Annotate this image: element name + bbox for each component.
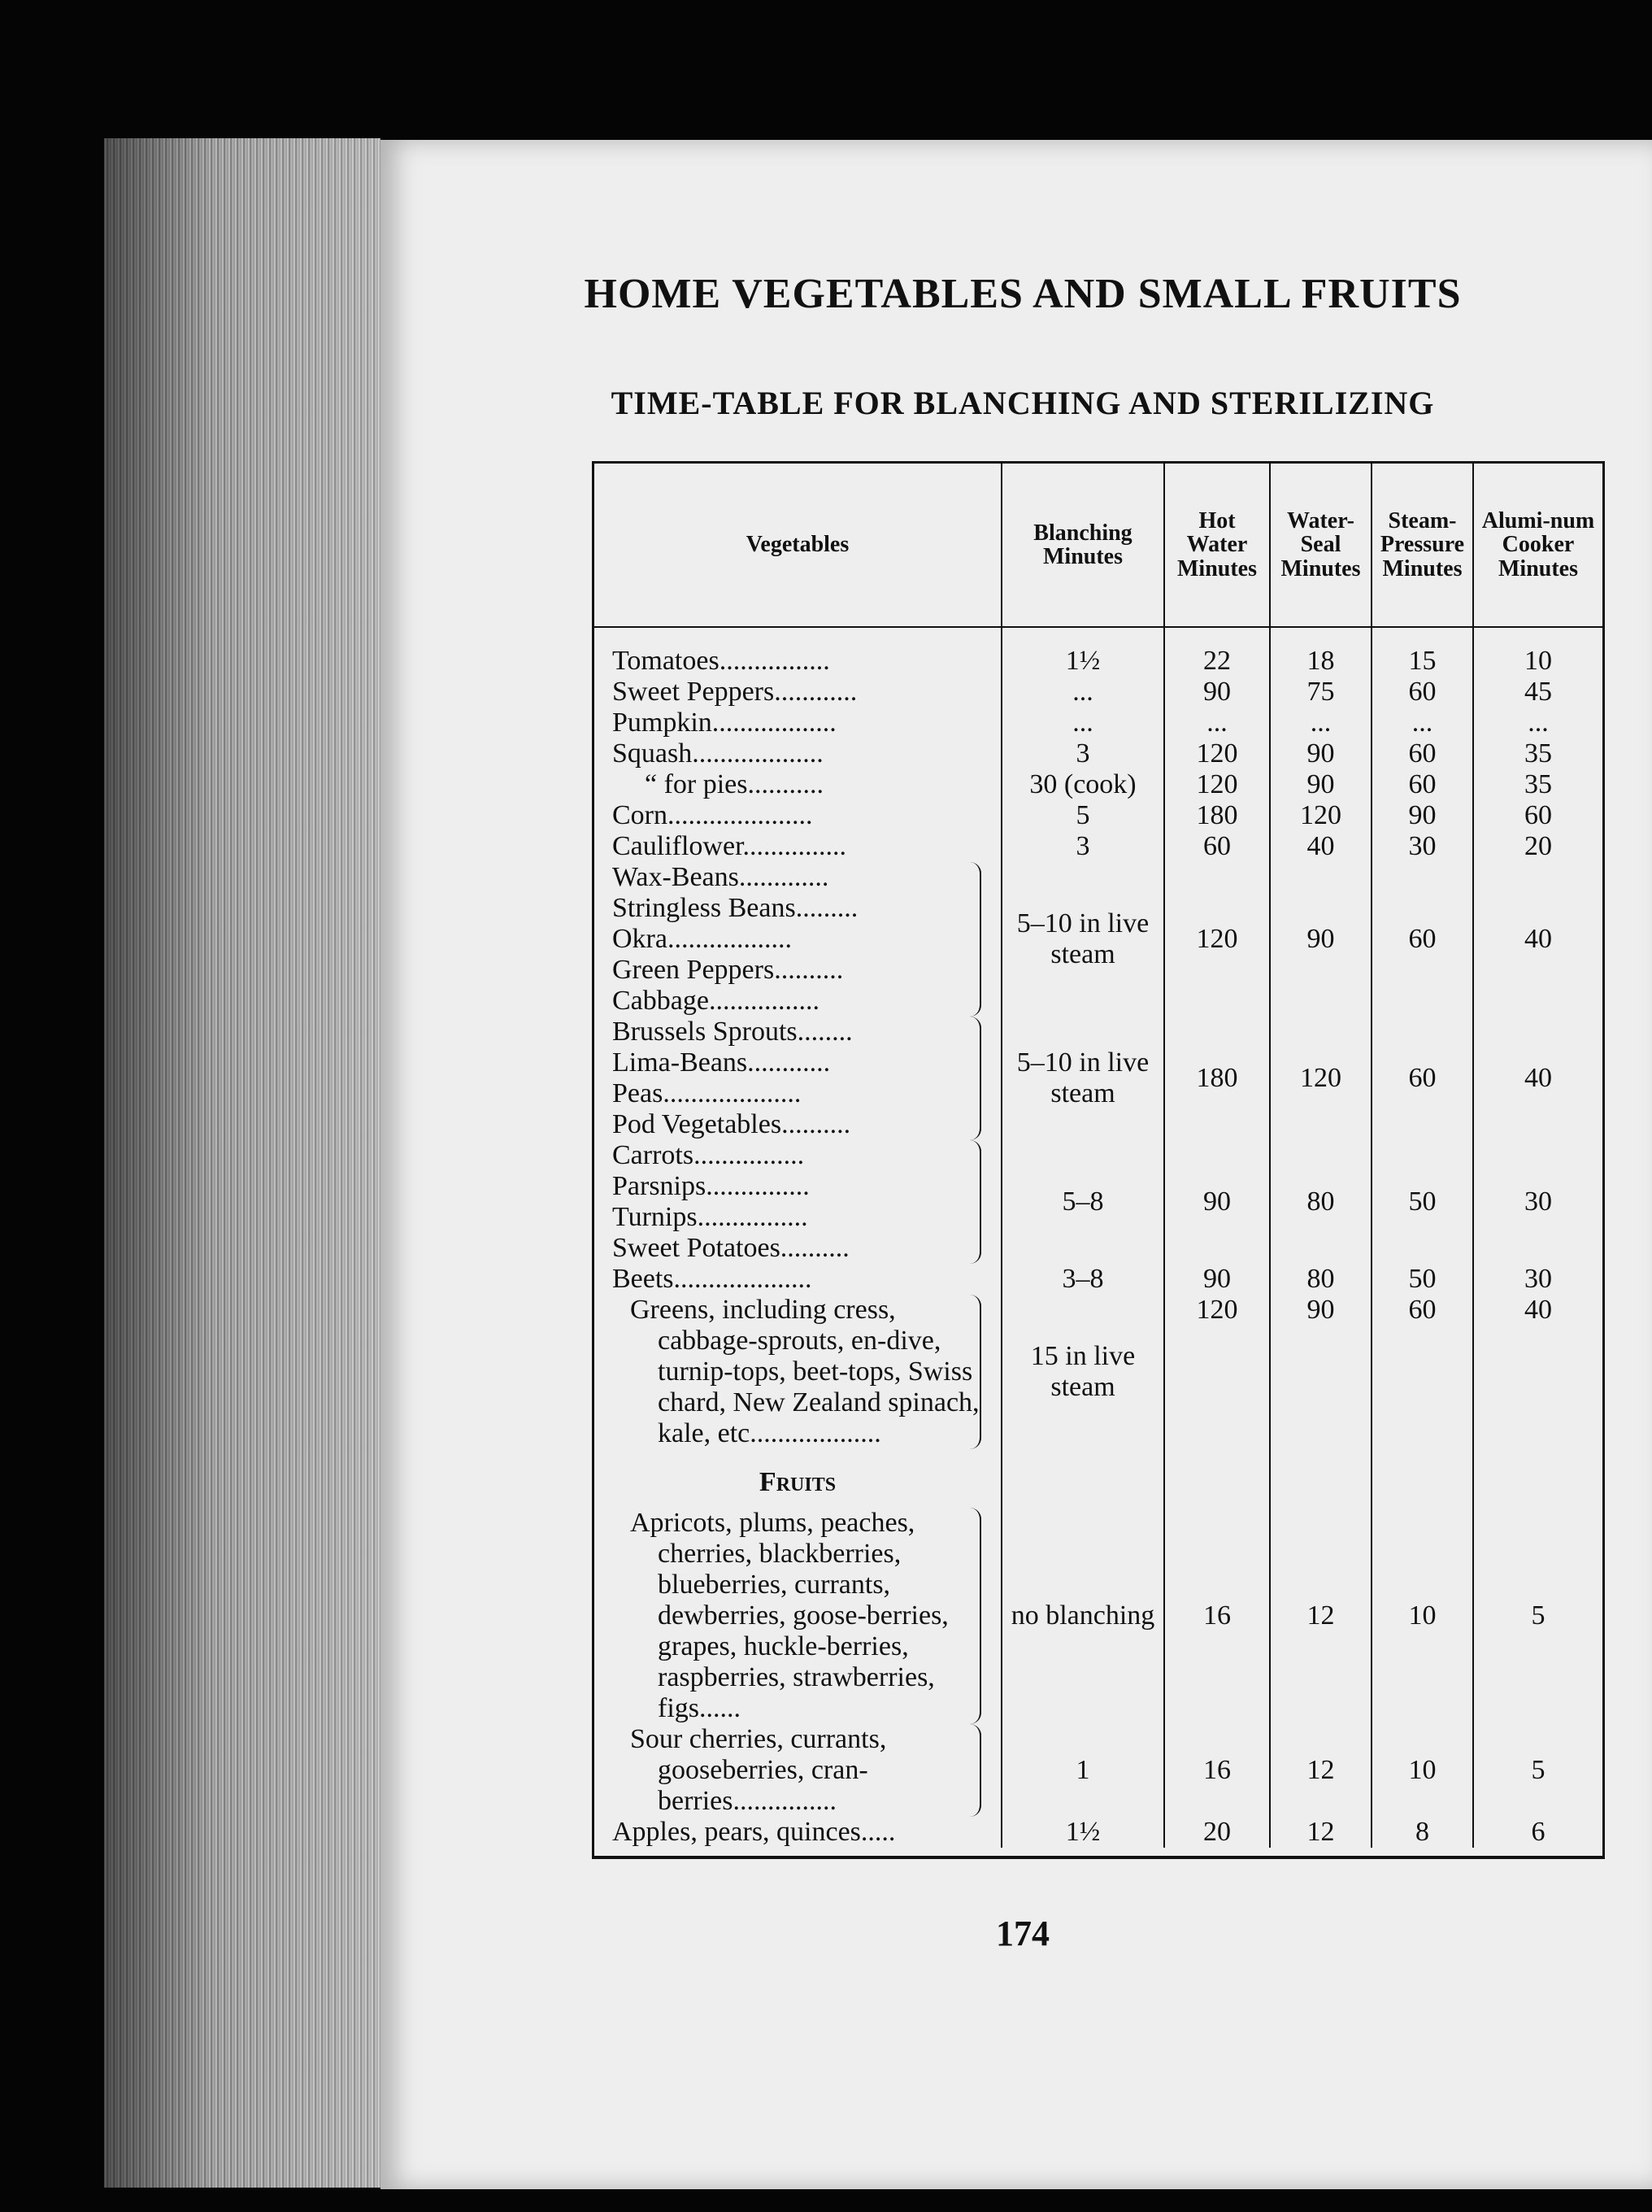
blanch-value: 15 in live steam — [1001, 1295, 1163, 1449]
aluminum-value: 6 — [1472, 1817, 1602, 1848]
header-vegetables: Vegetables — [746, 532, 850, 558]
header-blanching: Blanching Minutes — [1001, 464, 1163, 626]
table-row-group — [594, 1017, 1602, 1140]
water-seal-value: 12 — [1269, 1724, 1371, 1817]
group-names — [594, 1724, 1001, 1817]
book-page-edges — [104, 138, 380, 2188]
aluminum-value: 40 — [1472, 1295, 1602, 1449]
hot-water-value: 180 — [1163, 800, 1269, 831]
water-seal-value: 90 — [1269, 769, 1371, 800]
water-seal-value: 80 — [1269, 1264, 1371, 1295]
aluminum-value: 40 — [1472, 862, 1602, 1017]
water-seal-value: 18 — [1269, 646, 1371, 677]
aluminum-value: 45 — [1472, 677, 1602, 708]
row-name: Carrots................ — [612, 1140, 805, 1170]
steam-pressure-value: 60 — [1371, 769, 1472, 800]
steam-pressure-value: 50 — [1371, 1140, 1472, 1264]
row-name: Cabbage................ — [612, 986, 819, 1016]
brace — [612, 1017, 981, 1140]
blanch-value: 3 — [1001, 738, 1163, 769]
hot-water-value: 120 — [1163, 738, 1269, 769]
hot-water-value: 120 — [1163, 1295, 1269, 1449]
hot-water-value: ... — [1163, 708, 1269, 738]
row-name: Sweet Peppers............ — [612, 677, 858, 707]
book-page — [380, 140, 1652, 2189]
table-row-group — [594, 862, 1602, 1017]
hot-water-value: 22 — [1163, 646, 1269, 677]
water-seal-value: 90 — [1269, 862, 1371, 1017]
group-names — [594, 862, 1001, 1017]
group-names — [594, 1508, 1001, 1724]
steam-pressure-value: 50 — [1371, 1264, 1472, 1295]
row-name: “ for pies........... — [645, 769, 824, 799]
blanch-value: 5–10 in live steam — [1001, 862, 1163, 1017]
steam-pressure-value: 60 — [1371, 1295, 1472, 1449]
row-name: Peas.................... — [612, 1078, 802, 1108]
row-name: Okra.................. — [612, 924, 792, 954]
row-name: Corn..................... — [612, 800, 813, 830]
hot-water-value: 120 — [1163, 769, 1269, 800]
blanch-value: 5 — [1001, 800, 1163, 831]
header-aluminum-cooker: Alumi-num Cooker Minutes — [1472, 464, 1602, 626]
row-name: Beets.................... — [612, 1264, 812, 1294]
row-name: Apricots, plums, peaches, cherries, blackberries, blueberries, currants, dewberries, goose-berries, grapes, huckle-berries, raspberries, strawberries, figs...... — [612, 1508, 981, 1724]
water-seal-value: 40 — [1269, 831, 1371, 862]
table-row-group — [594, 1508, 1602, 1724]
aluminum-value: 10 — [1472, 646, 1602, 677]
hot-water-value: 60 — [1163, 831, 1269, 862]
table-row — [594, 708, 1602, 738]
hot-water-value: 120 — [1163, 862, 1269, 1017]
steam-pressure-value: 60 — [1371, 677, 1472, 708]
water-seal-value: 90 — [1269, 1295, 1371, 1449]
blanch-value: ... — [1001, 677, 1163, 708]
blanch-value: ... — [1001, 708, 1163, 738]
group-names — [594, 1017, 1001, 1140]
steam-pressure-value: 60 — [1371, 738, 1472, 769]
hot-water-value: 90 — [1163, 1264, 1269, 1295]
row-name: Parsnips............... — [612, 1171, 810, 1201]
hot-water-value: 90 — [1163, 1140, 1269, 1264]
hot-water-value: 20 — [1163, 1817, 1269, 1848]
group-names — [594, 1140, 1001, 1264]
row-name: Pod Vegetables.......... — [612, 1109, 851, 1139]
fruits-heading: Fruits — [759, 1467, 837, 1497]
table-row — [594, 831, 1602, 862]
table-row — [594, 800, 1602, 831]
table-row-group — [594, 1295, 1602, 1449]
table-row — [594, 738, 1602, 769]
header-steam-pressure: Steam-Pressure Minutes — [1371, 464, 1472, 626]
steam-pressure-value: 30 — [1371, 831, 1472, 862]
steam-pressure-value: 60 — [1371, 862, 1472, 1017]
aluminum-value: 20 — [1472, 831, 1602, 862]
blanch-value: 3–8 — [1001, 1264, 1163, 1295]
row-name: Cauliflower............... — [612, 831, 847, 861]
time-table — [592, 461, 1605, 1859]
row-name: Sour cherries, currants, gooseberries, cran-berries............... — [612, 1724, 981, 1817]
table-row — [594, 769, 1602, 800]
header-hot-water: Hot Water Minutes — [1163, 464, 1269, 626]
book-title: HOME VEGETABLES AND SMALL FRUITS — [584, 271, 1462, 317]
page-number: 174 — [996, 1914, 1050, 1953]
blanch-value: 1½ — [1001, 1817, 1163, 1848]
blanch-value: 1 — [1001, 1724, 1163, 1817]
table-row — [594, 1449, 1602, 1508]
row-name: Apples, pears, quinces..... — [612, 1817, 896, 1847]
aluminum-value: 30 — [1472, 1140, 1602, 1264]
row-name: Tomatoes................ — [612, 646, 830, 676]
aluminum-value: 35 — [1472, 769, 1602, 800]
steam-pressure-value: 10 — [1371, 1508, 1472, 1724]
group-names — [594, 1295, 1001, 1449]
aluminum-value: ... — [1472, 708, 1602, 738]
water-seal-value: 12 — [1269, 1817, 1371, 1848]
aluminum-value: 35 — [1472, 738, 1602, 769]
steam-pressure-value: 15 — [1371, 646, 1472, 677]
water-seal-value: 120 — [1269, 1017, 1371, 1140]
header-water-seal: Water-Seal Minutes — [1269, 464, 1371, 626]
water-seal-value: ... — [1269, 708, 1371, 738]
row-name: Wax-Beans............. — [612, 862, 829, 892]
blanch-value: no blanching — [1001, 1508, 1163, 1724]
row-name: Stringless Beans......... — [612, 893, 859, 923]
row-name: Sweet Potatoes.......... — [612, 1233, 850, 1263]
blanch-value: 5–10 in live steam — [1001, 1017, 1163, 1140]
row-name: Green Peppers.......... — [612, 955, 844, 985]
row-name: Brussels Sprouts........ — [612, 1017, 853, 1047]
hot-water-value: 90 — [1163, 677, 1269, 708]
aluminum-value: 40 — [1472, 1017, 1602, 1140]
blanch-value: 3 — [1001, 831, 1163, 862]
steam-pressure-value: 60 — [1371, 1017, 1472, 1140]
blanch-value: 1½ — [1001, 646, 1163, 677]
row-name: Squash................... — [612, 738, 824, 769]
steam-pressure-value: 90 — [1371, 800, 1472, 831]
row-name: Turnips................ — [612, 1202, 808, 1232]
hot-water-value: 16 — [1163, 1724, 1269, 1817]
steam-pressure-value: ... — [1371, 708, 1472, 738]
table-row — [594, 677, 1602, 708]
table-row — [594, 1264, 1602, 1295]
aluminum-value: 60 — [1472, 800, 1602, 831]
row-name: Lima-Beans............ — [612, 1047, 831, 1078]
brace — [612, 1140, 981, 1264]
row-name: Greens, including cress, cabbage-sprouts, en-dive, turnip-tops, beet-tops, Swiss chard, New Zealand spinach, kale, etc................... — [612, 1295, 981, 1449]
steam-pressure-value: 8 — [1371, 1817, 1472, 1848]
water-seal-value: 12 — [1269, 1508, 1371, 1724]
blanch-value: 30 (cook) — [1001, 769, 1163, 800]
aluminum-value: 5 — [1472, 1508, 1602, 1724]
hot-water-value: 16 — [1163, 1508, 1269, 1724]
spacer-row — [594, 628, 1602, 646]
water-seal-value: 75 — [1269, 677, 1371, 708]
table-row — [594, 646, 1602, 677]
table-body — [594, 628, 1602, 1856]
water-seal-value: 120 — [1269, 800, 1371, 831]
blanch-value: 5–8 — [1001, 1140, 1163, 1264]
table-row — [594, 1817, 1602, 1856]
aluminum-value: 5 — [1472, 1724, 1602, 1817]
hot-water-value: 180 — [1163, 1017, 1269, 1140]
water-seal-value: 80 — [1269, 1140, 1371, 1264]
table-row-group — [594, 1140, 1602, 1264]
water-seal-value: 90 — [1269, 738, 1371, 769]
table-row-group — [594, 1724, 1602, 1817]
table-header — [594, 464, 1602, 628]
steam-pressure-value: 10 — [1371, 1724, 1472, 1817]
aluminum-value: 30 — [1472, 1264, 1602, 1295]
table-title: TIME-TABLE FOR BLANCHING AND STERILIZING — [611, 385, 1435, 421]
brace — [612, 862, 981, 1017]
row-name: Pumpkin.................. — [612, 708, 837, 738]
